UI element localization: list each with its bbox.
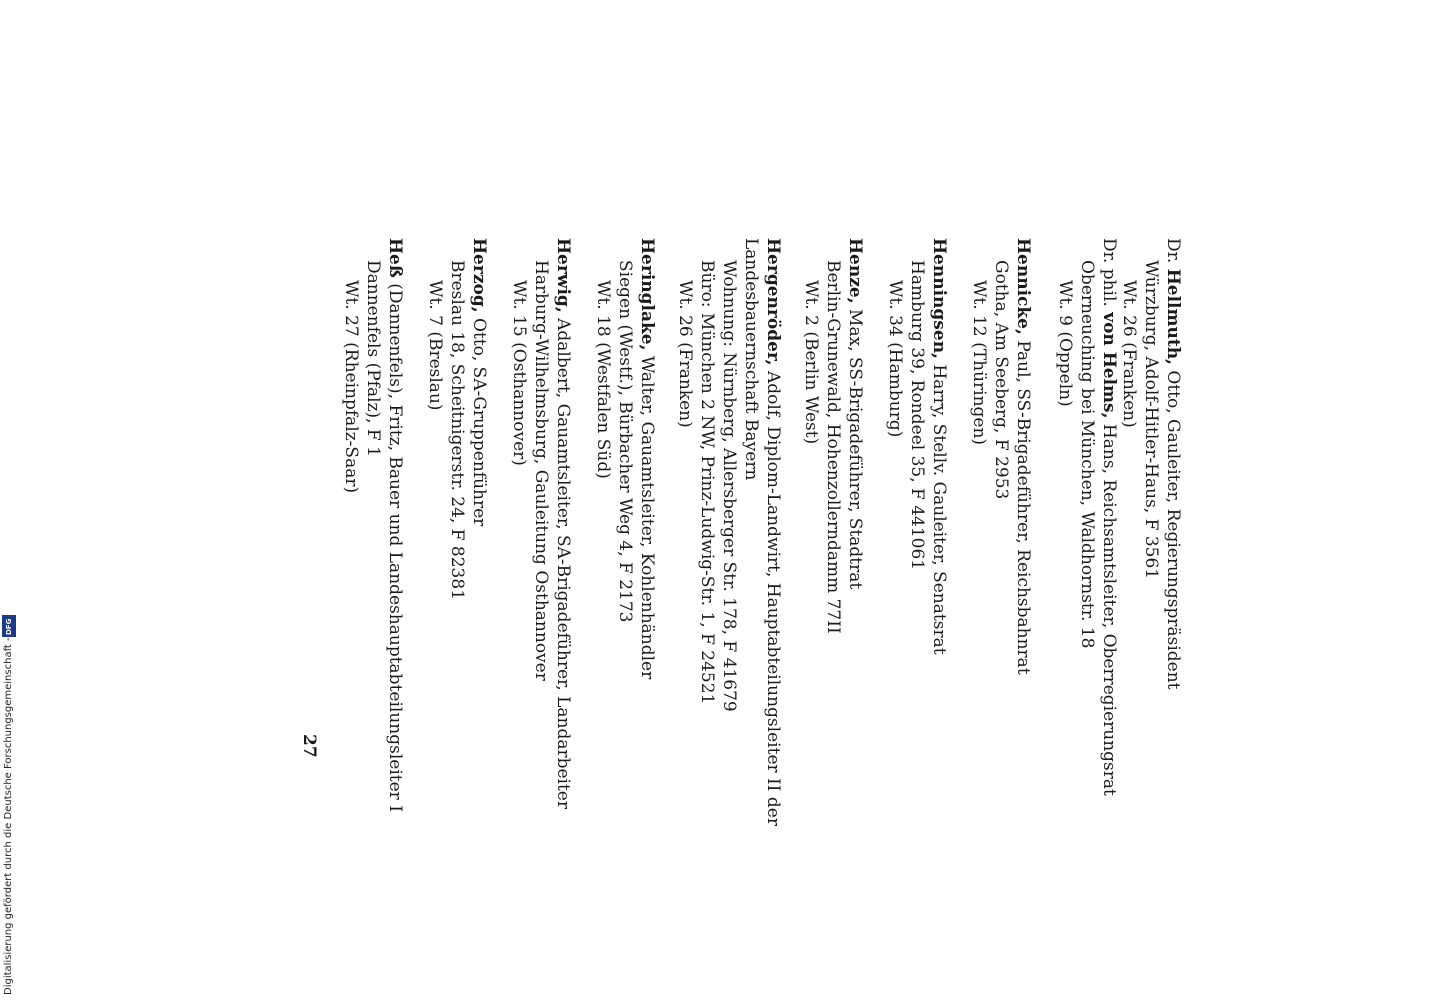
entry-role: Adalbert, Gauamtsleiter, SA-Brigadeführer, Landarbeiter xyxy=(553,312,573,809)
entry-address: Siegen (Westf.), Bürbacher Weg 4, F 2173 xyxy=(615,260,635,623)
entry-address: Berlin-Grunewald, Hohenzollerndamm 77II xyxy=(823,260,843,634)
dfg-logo: DFG xyxy=(2,615,16,637)
entry-role: Walter, Gauamtsleiter, Kohlenhändler xyxy=(637,350,657,680)
entry-hennicke xyxy=(968,238,1034,675)
entry-title: Dr. xyxy=(1163,238,1183,269)
entry-name: Henze, xyxy=(845,238,865,304)
entry-address-home: Wohnung: Nürnberg, Allersberger Str. 178, F 41679 xyxy=(719,260,739,712)
entry-address: Oberneuching bei München, Waldhornstr. 18 xyxy=(1077,260,1097,649)
entry-name: Herzog, xyxy=(469,238,489,313)
entry-district: Wt. 18 (Westfalen Süd) xyxy=(593,280,613,479)
digitization-credit xyxy=(0,600,18,995)
entry-hess xyxy=(340,238,406,812)
entry-title: Dr. phil. xyxy=(1099,238,1119,313)
entry-herwig xyxy=(508,238,574,809)
entry-hellmuth xyxy=(1118,238,1184,690)
entry-address: Würzburg, Adolf-Hitler-Haus, F 3561 xyxy=(1141,260,1161,580)
entry-role: Hans, Reichsamtsleiter, Oberregierungsrat xyxy=(1099,418,1119,796)
entry-district: Wt. 27 (Rheinpfalz-Saar) xyxy=(341,280,361,494)
entry-name: Herwig, xyxy=(553,238,573,313)
entry-role: Otto, SA-Gruppenführer xyxy=(469,312,489,527)
entry-name: Heß xyxy=(385,238,405,278)
entry-role: (Dannenfels), Fritz, Bauer und Landeshauptabteilungsleiter I xyxy=(385,277,405,812)
entry-district: Wt. 7 (Breslau) xyxy=(425,280,445,411)
entry-name: Hennicke, xyxy=(1013,238,1033,335)
credit-text: Digitalisierung gefördert durch die Deutsche Forschungsgemeinschaft - xyxy=(3,637,14,995)
entry-address: Gotha, Am Seeberg, F 2953 xyxy=(991,260,1011,500)
entry-district: Wt. 34 (Hamburg) xyxy=(885,280,905,438)
entry-role: Adolf, Diplom-Landwirt, Hauptabteilungsleiter II der xyxy=(763,365,783,826)
entry-herzog xyxy=(424,238,490,600)
entry-hergenroeder xyxy=(674,238,784,826)
entry-von-helms xyxy=(1054,238,1120,796)
entry-role: Paul, SS-Brigadeführer, Reichsbahnrat xyxy=(1013,334,1033,675)
entry-heringlake xyxy=(592,238,658,679)
entry-district: Wt. 9 (Oppeln) xyxy=(1055,280,1075,407)
entry-address: Breslau 18, Scheitnigerstr. 24, F 82381 xyxy=(447,260,467,601)
entry-name: Henningsen, xyxy=(929,238,949,359)
entry-address: Harburg-Wilhelmsburg, Gauleitung Osthannover xyxy=(531,260,551,681)
entry-name: von Helms, xyxy=(1099,312,1119,419)
entry-role: Max, SS-Brigadeführer, Stadtrat xyxy=(845,303,865,590)
entry-district: Wt. 12 (Thüringen) xyxy=(969,280,989,446)
entry-district: Wt. 15 (Osthannover) xyxy=(509,280,529,466)
entry-district: Wt. 2 (Berlin West) xyxy=(801,280,821,445)
entry-role: Harry, Stellv. Gauleiter, Senatsrat xyxy=(929,358,949,655)
entry-name: Heringlake, xyxy=(637,238,657,351)
entry-henze xyxy=(800,238,866,634)
entry-address: Hamburg 39, Rondeel 35, F 441061 xyxy=(907,260,927,571)
page-number: 27 xyxy=(299,734,319,758)
entry-address: Dannenfels (Pfalz), F 1 xyxy=(363,260,383,457)
entry-name: Hergenröder, xyxy=(763,238,783,366)
entry-role-continued: Landesbauernschaft Bayern xyxy=(741,238,761,481)
entry-district: Wt. 26 (Franken) xyxy=(1119,280,1139,428)
entry-address-office: Büro: München 2 NW, Prinz-Ludwig-Str. 1, F 24521 xyxy=(697,260,717,705)
entry-henningsen xyxy=(884,238,950,655)
entry-role: Otto, Gauleiter, Regierungspräsident xyxy=(1163,364,1183,690)
entry-district: Wt. 26 (Franken) xyxy=(675,280,695,428)
entry-name: Hellmuth, xyxy=(1163,268,1183,365)
